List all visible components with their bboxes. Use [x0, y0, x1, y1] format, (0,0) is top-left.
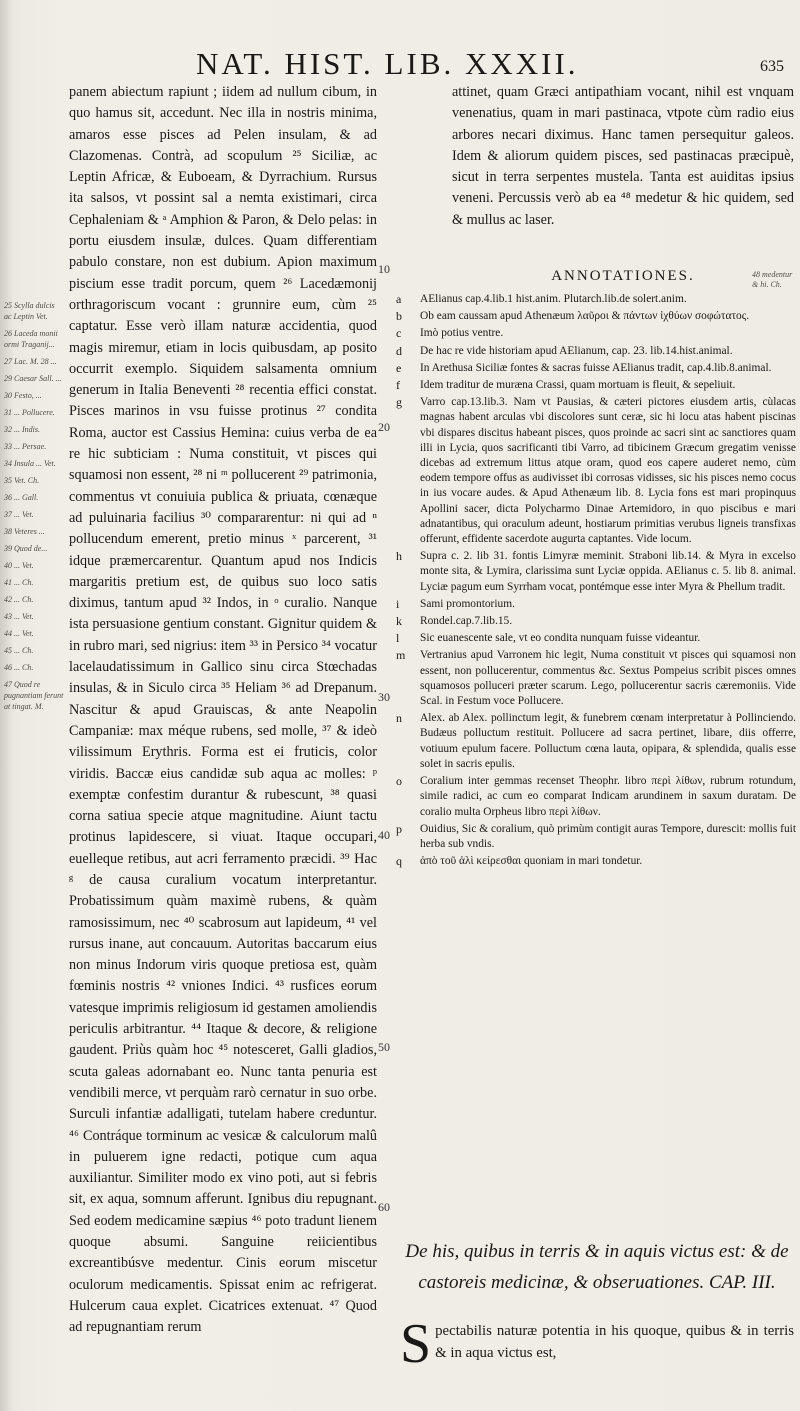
annotation-item	[396, 361, 796, 376]
annotation-item	[396, 614, 796, 629]
margin-note: 27 Lac. M. 28 ...	[4, 357, 57, 366]
annotation-item	[396, 549, 796, 595]
annotation-text: Idem traditur de muræna Crassi, quam mortuam is fleuit, & sepeliuit.	[420, 379, 736, 392]
margin-note: 47 Quod re pugnantiam ferunt at tingat. M.	[4, 680, 64, 711]
annotation-letter: l	[396, 631, 400, 646]
annotation-text: Coralium inter gemmas recenset Theophr. libro περὶ λίθων, rubrum rotundum, simile radici, ac cum eo comparat Indicam arundinem in saxum duratam. De coralio multa Orpheus libro περὶ λίθων.	[420, 775, 796, 818]
annotation-item	[396, 378, 796, 393]
annotation-letter: d	[396, 343, 402, 358]
line-number: 10	[378, 262, 390, 276]
margin-note: 29 Caesar Sall. ...	[4, 374, 62, 383]
margin-note: 46 ... Ch.	[4, 663, 34, 672]
right-column-top	[452, 82, 794, 231]
annotation-text: Sami promontorium.	[420, 597, 515, 610]
margin-note: 38 Veteres ...	[4, 527, 45, 536]
annotation-text: AElianus cap.4.lib.1 hist.anim. Plutarch.lib.de solert.anim.	[420, 293, 687, 305]
annotation-item	[396, 309, 796, 324]
page-number: 635	[760, 58, 784, 75]
margin-note: 34 Insula ... Vet.	[4, 459, 56, 468]
margin-note: 25 Scylla dulcis ac Leptin Vet.	[4, 301, 55, 321]
left-column-text: panem abiectum rapiunt ; iidem ad nullum cibum, in quo hamus sit, accedunt. Nec illa in nostris minima, amaros esse pisces ad Pelen insulam, & ad Clazomenas. Contrà, ad scopulum ²⁵ Siciliæ, ac Leptin Africæ, & Euboeam, & Dyrrachium. Rursus ita salsos, vt possint sal a nemta existimari, circa Cephaleniam & ᵃ Amphion & Paron, & Delo pelas: in portu eiusdem insulæ, dulces. Quam differentiam pabulo constare, non est dubium. Apion maximum piscium esse tradit porcum, quem ²⁶ Lacedæmonij orthragoriscum vocant : grunnire eum, cùm ²⁵ captatur. Esse verò illam naturæ accidentia, quod magis miremur, etiam in locis quibusdam, ap posito occurrit exemplo. Siquidem salsamenta omnium generum in Italia Beneventi ²⁸ recentia effici constat. Pisces marinos in vsu fuisse protinus ²⁷ condita Roma, auctor est Cassius Hemina: cuius verba de ea re hic subticiam : Numa constituit, vt pisces qui squamosi non essent, ²⁸ ni ᵐ pollucerent ²⁹ patrimonia, commentus vt conuiuia publica & priuata, cœnæque ad puluinaria facilius ³⁰ compararentur: ni qui ad ⁿ pollucendum emerent, pretio minus ˣ parcerent, ³¹ idque præmercarentur. Quantum apud nos Indicis margaritis pretium est, de quibus suo loco satis diximus, tantum apud ³² Indos, in ᵒ curalio. Nanque ista persuasione gentium constant. Gignitur quidem & in rubro mari, sed nigrius: item ³³ in Persico ³⁴ vocatur lacelaudatissimum in Gallico sinu circa Stœchadas insulas, & in Siculo circa ³⁵ Heliam ³⁶ ad Drepanum. Nascitur & apud Grauiscas, & ante Neapolin Campaniæ: max méque rubens, sed molle, ³⁷ & ideò vilissimum Erythris. Forma est ei fruticis, color viridis. Baccæ eius candidæ sub aqua ac molles: ᵖ exemptæ confestim durantur & rubescunt, ³⁸ quasi corna satiua specie atque magnitudine. Aiunt tactu protinus lapidescere, si viuat. Itaque occupari, euelleque retibus, aut acri ferramento præcidi. ³⁹ Hac ᵍ de causa curalium vocatum interpretantur. Probatissimum quàm maximè rubens, & quàm ramosissimum, nec ⁴⁰ scabrosum aut lapideum, ⁴¹ vel rursus inane, aut concauum. Autoritas baccarum eius non minus Indorum viris quoque pretiosa est, quàm fœminis nostris ⁴² vniones Indici. ⁴³ rusfices eorum vatesque imprimis religiosum id gestamen amoliendis periculis arbitrantur. ⁴⁴ Itaque & decore, & religione gaudent. Priùs quàm hoc ⁴⁵ notesceret, Galli gladios, scuta galeas adornabant eo. Nunc tanta penuria est vendibili merce, vt perquàm rarò cernatur in suo orbe. Surculi infantiæ adalligati, tutelam habere creduntur. ⁴⁶ Contráque torminum ac vesicæ & calculorum malû in puluerem igne redacti, potique cum aqua auxiliantur. Similiter modo ex vino poti, aut si febris sit, ex aqua, somnum afferunt. Ignibus diu repugnant. Sed eodem medicamine sæpius ⁴⁶ poto tradunt lienem quoque absumi. Sanguine reiicientibus excreantibúsve medentur. Cinis eorum miscetur oculorum medicamentis. Spissat enim ac refrigerat. Hulcerum caua explet. Cicatrices extenuat. ⁴⁷ Quod ad repugnantiam rerum	[69, 84, 377, 1336]
annotation-item	[396, 711, 796, 772]
annotation-text: Imò potius ventre.	[420, 327, 504, 340]
annotation-letter: i	[396, 596, 400, 611]
annotation-item	[396, 631, 796, 646]
annotation-item	[396, 648, 796, 709]
margin-note: 33 ... Persae.	[4, 442, 47, 451]
margin-note: 43 ... Vet.	[4, 612, 34, 621]
annotations-list	[396, 292, 796, 871]
annotation-letter: e	[396, 360, 402, 375]
annotation-letter: q	[396, 854, 402, 869]
margin-note: 41 ... Ch.	[4, 578, 34, 587]
annotation-text: Vertranius apud Varronem hic legit, Numa constituit vt pisces qui squamosi non essent, non pollucerentur, commentus &c. Sextus Pompeius scribit pisces omnes squamosos polluceri præter scarum. Lego, pollucerentur sacris cæremoniis. Vide Scal. in Festum voce Pollucere.	[420, 649, 796, 708]
annotation-item	[396, 395, 796, 547]
margin-note: 37 ... Vet.	[4, 510, 34, 519]
line-number: 30	[378, 690, 390, 704]
annotation-item	[396, 292, 796, 307]
margin-note: 39 Quod de...	[4, 544, 48, 553]
line-number: 20	[378, 420, 390, 434]
margin-note: 42 ... Ch.	[4, 595, 34, 604]
annotation-item	[396, 854, 796, 869]
annotation-letter: p	[396, 821, 402, 836]
margin-note: 45 ... Ch.	[4, 646, 34, 655]
annotation-text: Supra c. 2. lib 31. fontis Limyræ meminit. Straboni lib.14. & Myra in excelso monte sita, & Lymira, clarissima sunt Lyciæ oppida. AElianus c. 5. lib 8. animal. Lyciæ pagum eum Syrrham vocat, pontémque esse inter Myra & Phellum tradit.	[420, 550, 796, 593]
page-header	[180, 46, 790, 86]
annotation-text: ἀπὸ τοῦ ἁλὶ κείρεσθαι quoniam in mari tondetur.	[420, 855, 643, 868]
annotation-text: In Arethusa Siciliæ fontes & sacras fuisse AElianus tradit, cap.4.lib.8.animal.	[420, 361, 772, 374]
annotation-text: Ouidius, Sic & coralium, quò primùm contigit auras Tempore, durescit: mollis fuit herba sub vndis.	[420, 822, 796, 850]
annotation-letter: k	[396, 614, 402, 629]
annotation-item	[396, 597, 796, 612]
annotation-item	[396, 326, 796, 341]
annotation-text: Alex. ab Alex. pollinctum legit, & funebrem cœnam interpretatur à Pollinciendo. Budæus polluctum restituit. Pollucere ad sacra pertinet, libare, diis offerre, votiuum epulum facere. Polluctum cœna lauta, opipara, & splendida, qualis esse solet in sacris epulis.	[420, 712, 796, 770]
margin-note: 26 Laceda monii ormi Traganij...	[4, 329, 58, 349]
annotation-text: Ob eam caussam apud Athenæum λαῦροι & πάντων ἰχθύων σοφώτατος.	[420, 310, 750, 323]
chapter-body-text: pectabilis naturæ potentia in his quoque, quibus & in terris & in aqua victus est,	[435, 1323, 794, 1361]
running-title: NAT. HIST. LIB. XXXII.	[196, 46, 579, 81]
annotation-item	[396, 822, 796, 852]
margin-note: 44 ... Vet.	[4, 629, 34, 638]
margin-note: 40 ... Vet.	[4, 561, 34, 570]
annotation-letter: g	[396, 395, 402, 410]
chapter-title: De his, quibus in terris & in aquis victus est: & de castoreis medicinæ, & obseruationes. CAP. III.	[405, 1241, 789, 1293]
annotation-letter: h	[396, 549, 402, 564]
annotation-letter: o	[396, 774, 402, 789]
left-column	[69, 82, 377, 1339]
margin-note: 36 ... Gall.	[4, 493, 39, 502]
chapter-body	[400, 1313, 794, 1375]
margin-note: 31 ... Pollucere.	[4, 408, 55, 417]
line-number: 60	[378, 1200, 390, 1214]
annotation-item	[396, 344, 796, 359]
annotation-letter: n	[396, 711, 402, 726]
annotation-item	[396, 774, 796, 820]
annotation-letter: f	[396, 378, 400, 393]
annotation-text: Varro cap.13.lib.3. Nam vt Pausias, & cæteri pictores eiusdem artis, cùlacas magnas habent arculas vbi discolores sunt ceræ, sic hi locu atas habent piscinas vbi dispares discitus habeant pisces, quos proinde ac sacri sint ac sanctiores quam illi in Lycia, quos sacrificanti tibi Varro, ad tibicinem Græcum gregatim venisse dicebas ad extremum littus atque oram, quod eos capere auderet nemo, cùm eodem tempore offus as audivisset ibi corrosas vidisses, sic his pisces nemo cocus in ius vocare audes. & Apud Athenæum lib. 8. Lycia fons est mari propinquus Apollini sacer, dicta Polycharmo Dinae Artemidoro, in quo piscibus e mari adnatantibus, qui oraculum adeunt, hostiarum primitias verubus ligneis transfixas offerunt, effidente sacerdote augurta captantes. Vide locum.	[420, 396, 796, 546]
line-number: 50	[378, 1040, 390, 1054]
left-margin-notes	[4, 300, 64, 718]
right-margin-note: 48 medentur & hi. Ch.	[752, 270, 793, 289]
annotation-letter: a	[396, 292, 402, 306]
margin-note: 32 ... Indis.	[4, 425, 40, 434]
right-column-text: attinet, quam Græci antipathiam vocant, nihil est vnquam venenatius, quam in mari pastinaca, vtpote cùm radio eius arbores necari diximus. Hanc tamen persequitur galeos. Idem & aliorum quidem pisces, sed pastinacas præcipuè, sicut in terra serpentes mustela. Tanta est auiditas ipsius veneni. Percussis verò ab ea ⁴⁸ medetur & hic quidem, sed & mullus ac laser.	[452, 84, 794, 228]
margin-note: 35 Vet. Ch.	[4, 476, 40, 485]
annotation-letter: m	[396, 648, 406, 663]
annotations-heading: ANNOTATIONES.	[551, 268, 695, 284]
margin-note: 30 Festo, ...	[4, 391, 42, 400]
annotation-text: Sic euanescente sale, vt eo condita nunquam fuisse videantur.	[420, 632, 701, 645]
annotation-letter: b	[396, 309, 402, 324]
annotation-text: Rondel.cap.7.lib.15.	[420, 615, 513, 628]
line-number: 40	[378, 828, 390, 842]
annotation-text: De hac re vide historiam apud AElianum, cap. 23. lib.14.hist.animal.	[420, 344, 733, 357]
annotation-letter: c	[396, 326, 402, 341]
drop-cap: S	[400, 1313, 432, 1375]
